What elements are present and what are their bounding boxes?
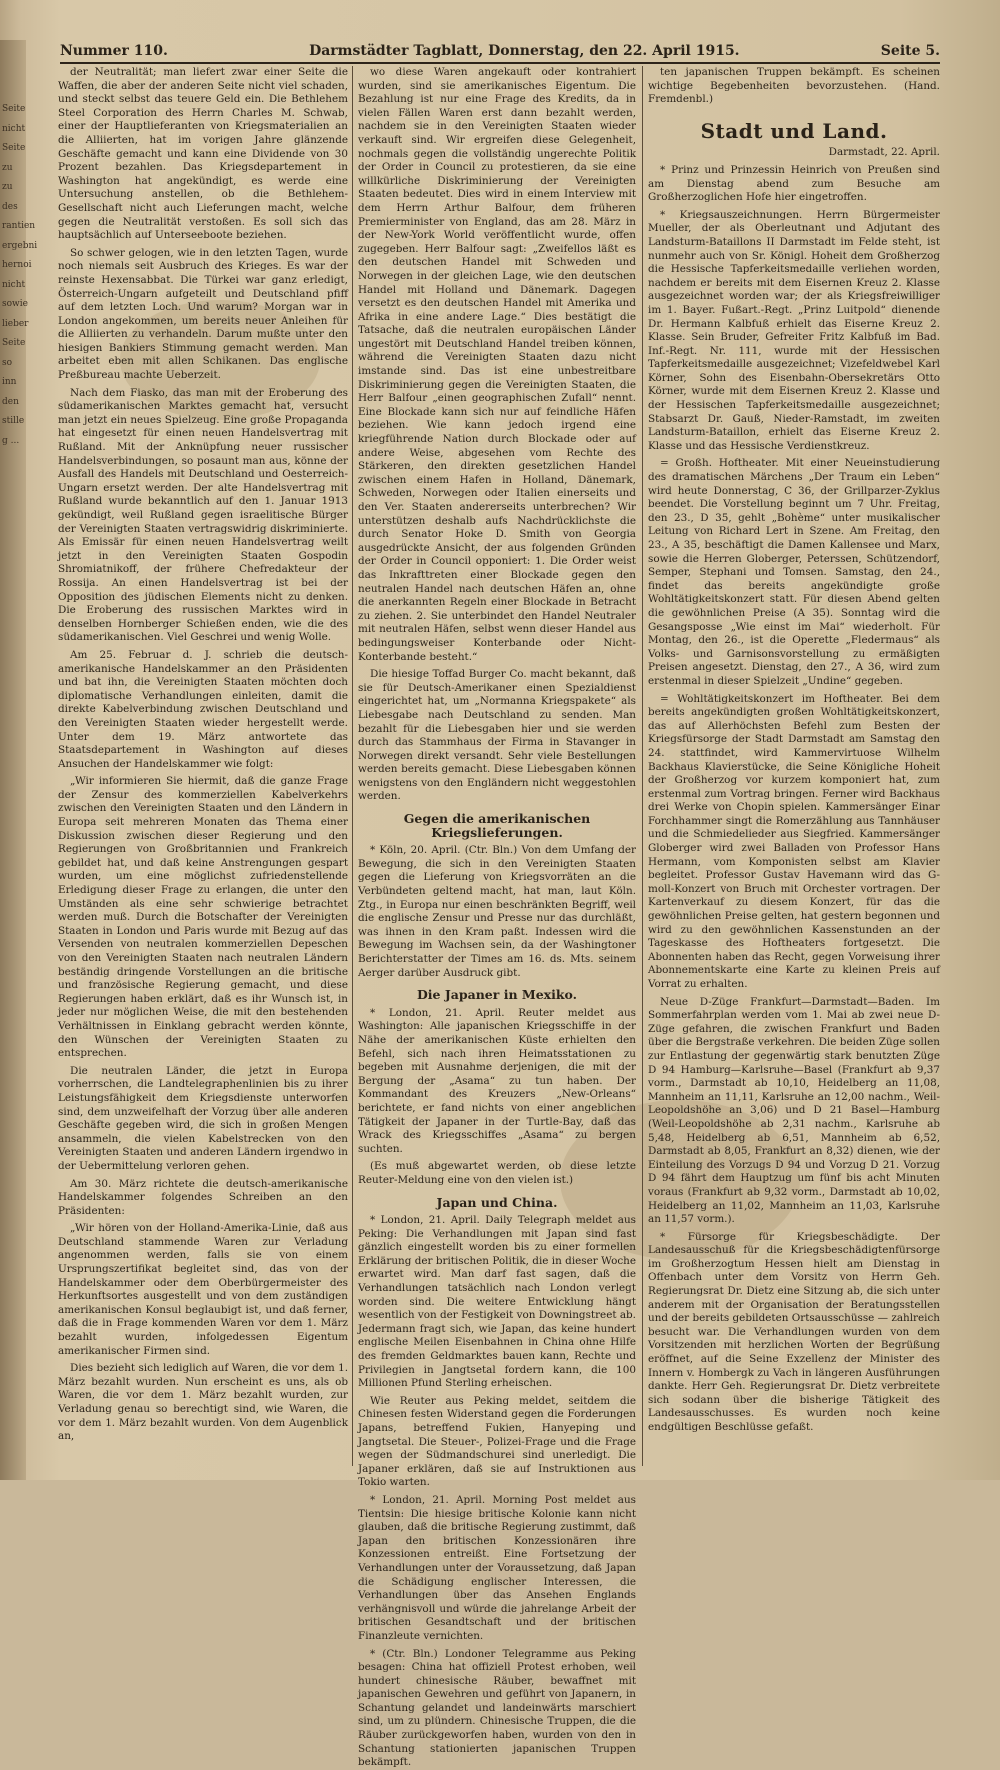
- gutter-text: Seite nicht Seite zu zu des rantien ergebni hernoi nicht sowie lieber Seite so inn den stille g ...: [2, 104, 38, 446]
- paragraph: Die hiesige Toffad Burger Co. macht bekannt, daß sie für Deutsch-Amerikaner einen Spezialdienst eingerichtet hat, um „Normanna Kriegspakete“ als Liebesgabe nach Deutschland zu senden. Man bezahlt für die Liebesgaben hier und sie werden durch das Stammhaus der Firma in Stavanger in Norwegen direkt versandt. Sehr viele Bestellungen werden bereits gemacht. Diese Liebesgaben können wenigstens von den Engländern nicht weggestohlen werden.: [358, 668, 636, 803]
- paragraph: * Köln, 20. April. (Ctr. Bln.) Von dem Umfang der Bewegung, die sich in den Vereinigten Staaten gegen die Lieferung von Kriegsvorräten an die Verbündeten geltend macht, hat man, laut Köln. Ztg., in Europa nur einen beschränkten Begriff, weil die englische Zensur und Presse nur das durchläßt, was ihnen in den Kram paßt. Indessen wird die Bewegung im Wachsen sein, da der Washingtoner Berichterstatter der Times am 16. ds. Mts. seinem Aerger darüber Ausdruck gibt.: [358, 844, 636, 979]
- paragraph: Nach dem Fiasko, das man mit der Eroberung des südamerikanischen Marktes gemacht hat, versucht man jetzt ein neues Spielzeug. Eine große Propaganda hat eingesetzt für einen neuen Handelsvertrag mit Rußland. Mit der Anknüpfung neuer russischer Handelsverbindungen, so posaunt man aus, könne der Ausfall des Handels mit Deutschland und Oesterreich-Ungarn ersetzt werden. Der alte Handelsvertrag mit Rußland wurde bekanntlich auf den 1. Januar 1913 gekündigt, weil Rußland gegen israelitische Bürger der Vereinigten Staaten vertragswidrig diskriminierte. Als Emissär für einen neuen Handelsvertrag weilt jetzt in den Vereinigten Staaten Gospodin Shromiatnikoff, der frühere Chefredakteur der Rossija. An einen Handelsvertrag ist bei der Opposition des jüdischen Elements nicht zu denken. Die Eroberung des russischen Marktes wird in denselben Hornberger Schießen enden, wie die des südamerikanischen. Viel Geschrei und wenig Wolle.: [58, 386, 348, 644]
- paragraph: * (Ctr. Bln.) Londoner Telegramme aus Peking besagen: China hat offiziell Protest erhoben, weil hundert chinesische Räuber, bewaffnet mit japanischen Gewehren und geführt von Japanern, in Schantung gelandet und landeinwärts marschiert sind, um zu plündern. Chinesische Truppen, die die Räuber zurückgeworfen haben, wurden von den in Schantung stationierten japanischen Truppen bekämpft.: [358, 1647, 636, 1769]
- paragraph: = Großh. Hoftheater. Mit einer Neueinstudierung des dramatischen Märchens „Der Traum ein Leben“ wird heute Donnerstag, C 36, der Grillparzer-Zyklus beendet. Die Vorstellung beginnt um 7 Uhr. Freitag, den 23., D 35, gehlt „Bohème“ unter musikalischer Leitung von Richard Lert in Szene. Am Freitag, den 23., A 35, beschäftigt die Damen Kallensee und Marx, sowie die Herren Globerger, Peterssen, Schützendorf, Semper, Stephani und Tomsen. Samstag, den 24., findet das bereits angekündigte große Wohltätigkeitskonzert statt. Für diesen Abend gelten die gewöhnlichen Preise (A 35). Sonntag wird die Gesangsposse „Wie einst im Mai“ wiederholt. Für Montag, den 26., ist die Operette „Fledermaus“ als Volks- und Garnisonsvorstellung zu ermäßigten Preisen angesetzt. Dienstag, den 27., A 36, wird zum erstenmal in dieser Spielzeit „Undine“ gegeben.: [648, 457, 940, 687]
- page-number: Seite 5.: [880, 43, 940, 59]
- paragraph: So schwer gelogen, wie in den letzten Tagen, wurde noch niemals seit Ausbruch des Krieges. Es war der reinste Hexensabbat. Die Türkei war ganz erledigt, Österreich-Ungarn aufgeteilt und Deutschland pfiff auf dem letzten Loch. Und warum? Morgan war in London angekommen, um bereits neuer Anleihen für die Alliierten zu verhandeln. Darum mußte unter den hiesigen Bankiers Stimmung gemacht werden. Man arbeitet eben mit allen Schikanen. Das englische Preßbureau machte Ueberzeit.: [58, 246, 348, 382]
- paragraph: * London, 21. April. Reuter meldet aus Washington: Alle japanischen Kriegsschiffe in der Nähe der amerikanischen Küste erhielten den Befehl, sich nach ihren Heimatsstationen zu begeben mit Ausnahme derjenigen, die mit der Bergung der „Asama“ zu tun haben. Der Kommandant des Kreuzers „New-Orleans“ berichtete, er fand nichts von einer angeblichen Tätigkeit der Japaner in der Turtle-Bay, daß das Wrack des Kriegsschiffes „Asama“ zu bergen suchten.: [358, 1006, 636, 1155]
- paragraph: wo diese Waren angekauft oder kontrahiert wurden, sind sie amerikanisches Eigentum. Die Bezahlung ist nur eine Frage des Kredits, da in vielen Fällen Waren erst dann bezahlt werden, nachdem sie in den Vereinigten Staaten wieder verkauft sind. Wir ergreifen diese Gelegenheit, nochmals gegen die vollständig ungerechte Politik der Order in Council zu protestieren, da sie eine willkürliche Diskriminierung der Vereinigten Staaten bedeutet. Dies wird in einem Interview mit dem Herrn Arthur Balfour, dem früheren Premierminister von England, das am 28. März in der New-York World veröffentlicht wurde, offen zugegeben. Herr Balfour sagt: „Zweifellos läßt es den deutschen Handel mit Schweden und Norwegen in der gleichen Lage, wie den deutschen Handel mit Holland und Dänemark. Dagegen versetzt es den deutschen Handel mit Amerika und Afrika in eine andere Lage.“ Dies bestätigt die Tatsache, daß die neutralen europäischen Länder ungestört mit Deutschland Handel treiben können, während die Vereinigten Staaten dazu nicht imstande sind. Das ist eine unbestreitbare Diskriminierung gegen die Vereinigten Staaten, die Herr Balfour „einen geographischen Zufall“ nennt. Eine Blockade kann sich nur auf feindliche Häfen beziehen. Wie kann jedoch irgend eine kriegführende Nation durch Blockade oder auf andere Weise, abgesehen vom Rechte des Stärkeren, den direkten gesetzlichen Handel zwischen einem Hafen in Holland, Dänemark, Schweden, Norwegen oder Italien einerseits und den Ver. Staaten andererseits unterbrechen? Wir unterstützen deshalb aufs Nachdrücklichste die durch Senator Hoke D. Smith von Georgia ausgedrückte Ansicht, der aus folgenden Gründen der Order in Council opponiert: 1. Die Order weist das Inkrafttreten einer Blockade gegen den neutralen Handel nach deutschen Häfen an, ohne die anerkannten Regeln einer Blockade in Betracht zu ziehen. 2. Sie unterbindet den Handel Neutraler mit neutralen Häfen, selbst wenn dieser Handel aus bedingungsweiser Konterbande oder Nicht-Konterbande besteht.“: [358, 66, 636, 663]
- paragraph: * Prinz und Prinzessin Heinrich von Preußen sind am Dienstag abend zum Besuche am Großherzoglichen Hofe hier eingetroffen.: [648, 163, 940, 204]
- left-page-gutter: [0, 40, 38, 1480]
- section-heading: Japan und China.: [436, 1194, 558, 1210]
- paragraph: „Wir hören von der Holland-Amerika-Linie, daß aus Deutschland stammende Waren zur Verladung angenommen werden, falls sie von einem Ursprungszertifikat begleitet sind, das von der Handelskammer oder dem Oberbürgermeister des Herkunftsortes ausgestellt und von dem zuständigen amerikanischen Konsul beglaubigt ist, und daß ferner, daß die in Frage kommenden Waren vor dem 1. März bezahlt wurden, infolgedessen Eigentum amerikanischer Firmen sind.: [58, 1222, 348, 1357]
- issue-number: Nummer 110.: [60, 43, 168, 59]
- section-heading: Gegen die amerikanischen Kriegslieferungen.: [403, 811, 591, 840]
- section-heading: Die Japaner in Mexiko.: [416, 987, 578, 1003]
- column-3: [648, 66, 940, 1466]
- dateline: Darmstadt, 22. April.: [828, 146, 940, 159]
- paragraph: (Es muß abgewartet werden, ob diese letzte Reuter-Meldung eine von den vielen ist.): [358, 1160, 636, 1186]
- paragraph: Am 30. März richtete die deutsch-amerikanische Handelskammer folgendes Schreiben an den Präsidenten:: [58, 1177, 348, 1217]
- paragraph: Wie Reuter aus Peking meldet, seitdem die Chinesen festen Widerstand gegen die Forderungen Japans, betreffend Fukien, Hanyeping und Jangtsetal. Die Steuer-, Polizei-Frage und die Frage wegen der Südmandschurei sind unerledigt. Die Japaner erklären, daß sie auf Instruktionen aus Tokio warten.: [358, 1394, 636, 1489]
- section-heading: Stadt und Land.: [700, 118, 888, 143]
- paragraph: * London, 21. April. Daily Telegraph meldet aus Peking: Die Verhandlungen mit Japan sind fast gänzlich eingestellt worden bis zu einer formellen Erklärung der britischen Politik, die in dieser Woche erwartet wird. Man darf fast sagen, daß die Verhandlungen tatsächlich nach London verlegt worden sind. Die weitere Entwicklung hängt wesentlich von der Festigkeit von Downingstreet ab. Jedermann fragt sich, wie Japan, das keine hundert englische Meilen Eisenbahnen in China ohne Hilfe des fremden Geldmarktes bauen kann, Rechte und Privilegien in Jangtsetal fordern kann, die 100 Millionen Pfund Sterling erheischen.: [358, 1214, 636, 1390]
- paragraph: Am 25. Februar d. J. schrieb die deutsch-amerikanische Handelskammer an den Präsidenten und bat ihn, die Vereinigten Staaten möchten doch diplomatische Verhandlungen einleiten, damit die direkte Kabelverbindung zwischen Deutschland und den Vereinigten Staaten wieder hergestellt werde. Unter dem 19. März antwortete das Staatsdepartement in Washington auf dieses Ansuchen der Handelskammer wie folgt:: [58, 648, 348, 770]
- masthead: [60, 40, 940, 64]
- newspaper-title: Darmstädter Tagblatt, Donnerstag, den 22. April 1915.: [309, 43, 740, 59]
- column-2: [358, 66, 636, 1769]
- column-1: [58, 66, 348, 1466]
- paragraph: * Fürsorge für Kriegsbeschädigte. Der Landesausschuß für die Kriegsbeschädigtenfürsorge im Großherzogtum Hessen hielt am Dienstag in Offenbach unter dem Vorsitz von Herrn Geh. Regierungsrat Dr. Dietz eine Sitzung ab, die sich unter anderem mit der Organisation der Beratungsstellen und der bereits gebildeten Ortsausschüsse — zahlreich besucht war. Die Verhandlungen wurden von dem Vorsitzenden mit herzlichen Worten der Begrüßung eröffnet, auf die Seine Exzellenz der Minister des Innern v. Hombergk zu Vach in längeren Ausführungen dankte. Herr Geh. Regierungsrat Dr. Dietz verbreitete sich sodann über die bisherige Tätigkeit des Landesausschusses. Es wurden noch keine endgültigen Beschlüsse gefaßt.: [648, 1230, 940, 1433]
- paragraph: Dies bezieht sich lediglich auf Waren, die vor dem 1. März bezahlt wurden. Nun erscheint es uns, als ob Waren, die vor dem 1. März bezahlt wurden, zur Verladung genau so berechtigt sind, wie Waren, die vor dem 1. März bezahlt wurden. Von dem Augenblick an,: [58, 1362, 348, 1443]
- paragraph: * London, 21. April. Morning Post meldet aus Tientsin: Die hiesige britische Kolonie kann nicht glauben, daß die britische Regierung zustimmt, daß Japan den britischen Konzessionären ihre Konzessionen entreißt. Eine Fortsetzung der Verhandlungen unter der Voraussetzung, daß Japan die Schädigung englischer Interessen, die Verhandlungen über das Ansehen Englands verhängnisvoll und würde die jahrelange Arbeit der britischen Gesandtschaft und der britischen Finanzleute vernichten.: [358, 1493, 636, 1642]
- paragraph: ten japanischen Truppen bekämpft. Es scheinen wichtige Begebenheiten bevorzustehen. (Hand. Fremdenbl.): [648, 66, 940, 106]
- paragraph: „Wir informieren Sie hiermit, daß die ganze Frage der Zensur des kommerziellen Kabelverkehrs zwischen den Vereinigten Staaten und den Ländern in Europa seit mehreren Monaten das Thema einer Diskussion zwischen dieser Regierung und den Regierungen von Großbritannien und Frankreich gebildet hat, und daß keine Anstrengungen gespart wurden, um eine möglichst zufriedenstellende Erledigung dieser Frage zu erlangen, die unter den Umständen als eine sehr schwierige betrachtet werden muß. Durch die Botschafter der Vereinigten Staaten in London und Paris wurde mit Bezug auf das Versenden von neutralen kommerziellen Depeschen von den Vereinigten Staaten nach neutralen Ländern beständig dringende Vorstellungen an die britische und französische Regierung gemacht, und diese Regierungen haben erklärt, daß es ihr Wunsch ist, in jeder nur möglichen Weise, die mit den bestehenden Verhältnissen in Einklang gebracht werden könnte, den Wünschen der Vereinigten Staaten zu entsprechen.: [58, 775, 348, 1060]
- paragraph: der Neutralität; man liefert zwar einer Seite die Waffen, die aber der anderen Seite nicht viel schaden, und steckt selbst das teuere Geld ein. Die Bethlehem Steel Corporation des Herrn Charles M. Schwab, einer der Hauptlieferanten von Kriegsmaterialien an die Alliierten, hat im vorigen Jahre glänzende Geschäfte gemacht und kann eine Dividende von 30 Prozent bezahlen. Das Kriegsdepartement in Washington hat angekündigt, es werde eine Untersuchung anstellen, ob die Bethlehem-Gesellschaft nicht auch Lieferungen macht, welche gegen die Neutralität verstoßen. Es soll sich das hauptsächlich auf Unterseeboote beziehen.: [58, 66, 348, 242]
- column-rule: [642, 66, 643, 1466]
- column-rule: [352, 66, 353, 1466]
- paragraph: * Kriegsauszeichnungen. Herrn Bürgermeister Mueller, der als Oberleutnant und Adjutant des Landsturm-Bataillons II Darmstadt im Felde steht, ist nunmehr auch von Sr. Königl. Hoheit dem Großherzog die Hessische Tapferkeitsmedaille verliehen worden, nachdem er bereits mit dem Eisernen Kreuz 2. Klasse ausgezeichnet worden war; der als Kriegsfreiwilliger im 1. Bayer. Fußart.-Regt. „Prinz Luitpold“ dienende Dr. Hermann Kalbfuß erhielt das Eiserne Kreuz 2. Klasse. Sein Bruder, Gefreiter Fritz Kalbfuß im Bad. Inf.-Regt. Nr. 111, wurde mit der Hessischen Tapferkeitsmedaille ausgezeichnet; Vizefeldwebel Karl Körner, Sohn des Eisenbahn-Obersekretärs Otto Körner, wurde mit dem Eisernen Kreuz 2. Klasse und der Hessischen Tapferkeitsmedaille ausgezeichnet; Stabsarzt Dr. Gauß, Nieder-Ramstadt, im zweiten Landsturm-Bataillon, erhielt das Eiserne Kreuz 2. Klasse und das Hessische Verdienstkreuz.: [648, 208, 940, 452]
- paragraph: = Wohltätigkeitskonzert im Hoftheater. Bei dem bereits angekündigten großen Wohltätigkeitskonzert, das auf Allerhöchsten Befehl zum Besten der Kriegsfürsorge der Stadt Darmstadt am Samstag den 24. stattfindet, wird Kammervirtuose Wilhelm Backhaus Klavierstücke, die Seine Königliche Hoheit der Großherzog vor kurzem komponiert hat, zum erstenmal zum Vortrag bringen. Ferner wird Backhaus drei Werke von Chopin spielen. Kammersänger Einar Forchhammer singt die Romerzählung aus Tannhäuser und die Schmiedelieder aus Siegfried. Kammersänger Globerger wird zwei Balladen von Professor Hans Hermann, vom Komponisten selbst am Klavier begleitet. Professor Gustav Havemann wird das G-moll-Konzert von Bruch mit Orchester vortragen. Der Kartenverkauf zu diesem Konzert, für das die gewöhnlichen Preise gelten, hat gestern begonnen und wird zu den gewöhnlichen Kassenstunden an der Tageskasse des Hoftheaters fortgesetzt. Die Abonnenten haben das Recht, gegen Vorweisung ihrer Abonnementskarte eine Karte zu kleinen Preis auf Vorrat zu erhalten.: [648, 692, 940, 990]
- paragraph: Neue D-Züge Frankfurt—Darmstadt—Baden. Im Sommerfahrplan werden vom 1. Mai ab zwei neue D-Züge gefahren, die zwischen Frankfurt und Baden über die Bergstraße verkehren. Die beiden Züge sollen zur Entlastung der gegenwärtig stark benutzten Züge D 94 Hamburg—Karlsruhe—Basel (Frankfurt ab 9,37 vorm., Darmstadt ab 10,10, Heidelberg an 11,08, Mannheim an 11,11, Karlsruhe an 12,00 nachm., Weil-Leopoldshöhe an 3,06) und D 21 Basel—Hamburg (Weil-Leopoldshöhe ab 2,31 nachm., Karlsruhe ab 5,48, Heidelberg ab 6,51, Mannheim ab 6,52, Darmstadt ab 8,05, Frankfurt an 8,32) dienen, wie der Einteilung des Vorzugs D 94 und Vorzug D 21. Vorzug D 94 fährt dem Hauptzug um fünf bis acht Minuten voraus (Frankfurt ab 9,32 vorm., Darmstadt ab 10,02, Heidelberg an 11,02, Mannheim an 11,03, Karlsruhe an 11,57 vorm.).: [648, 995, 940, 1226]
- paragraph: Die neutralen Länder, die jetzt in Europa vorherrschen, die Landtelegraphenlinien bis zu ihrer Leistungsfähigkeit dem Kriegsdienste unterworfen sind, dem unzweifelhaft der Vorzug über alle anderen Geschäfte gegeben wird, die sich in großen Mengen ansammeln, die vielen Kabelstrecken von den Vereinigten Staaten und anderen Ländern irgendwo in der Uebermittelung verloren gehen.: [58, 1064, 348, 1172]
